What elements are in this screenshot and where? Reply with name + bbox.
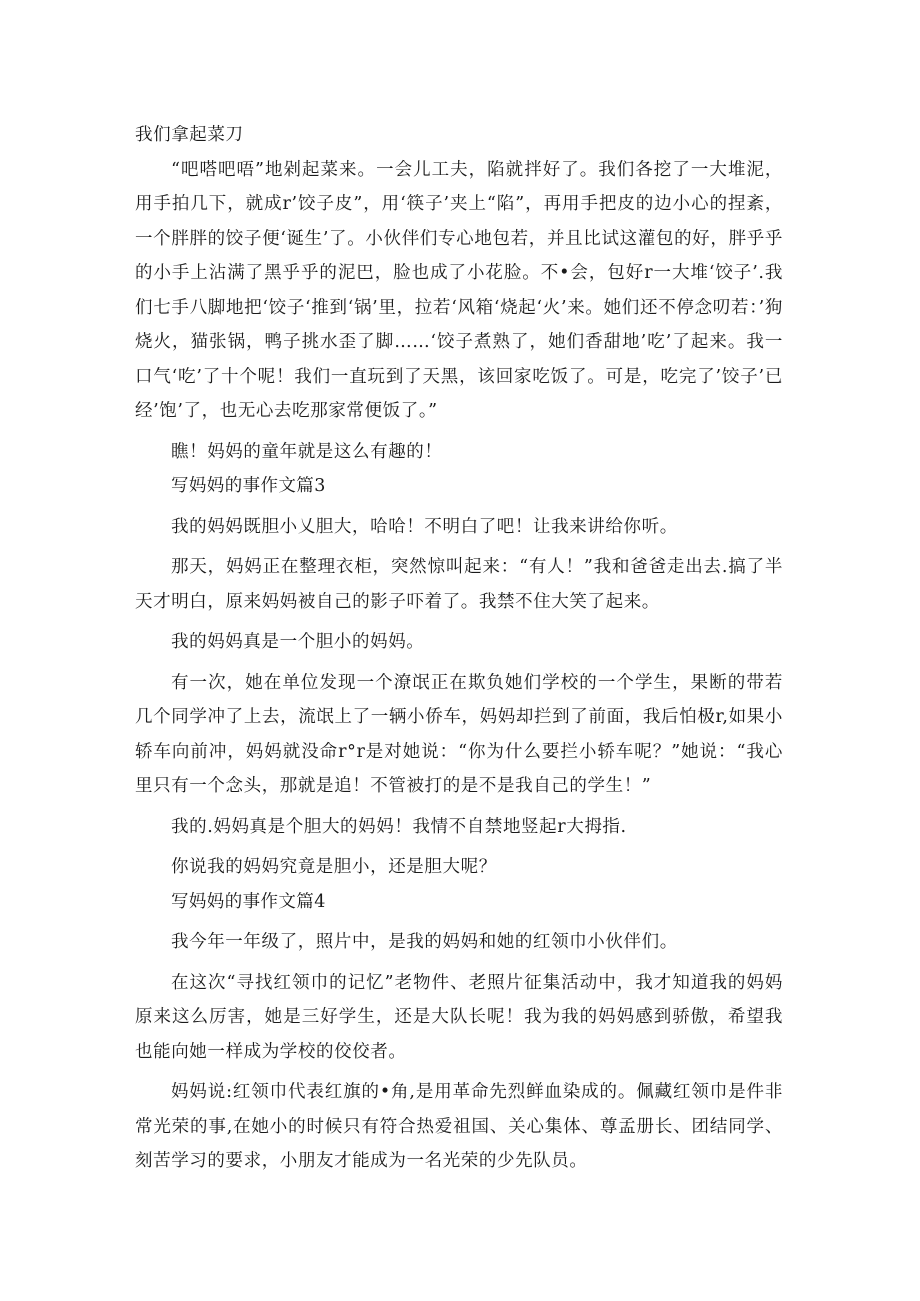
paragraph-timid-mom: 我的妈妈真是一个胆小的妈妈。 xyxy=(171,632,425,652)
paragraph-childhood-fun: 瞧！妈妈的童年就是这么有趣的！ xyxy=(171,441,443,462)
paragraph-timid-and-brave: 我的妈妈既胆小乂胆大，哈哈！不明白了吧！让我来讲给你听。 xyxy=(171,516,678,537)
paragraph-opening-line: 我们拿起菜刀 xyxy=(135,125,244,145)
paragraph-chase-story: 有一次，她在单位发现一个潦氓正在欺负她们学校的一个学生，果断的带若几个同学冲了上去，流氓上了一辆小侨车，妈妈却拦到了前面，我后怕极r,如果小轿车向前冲，妈妈就没命r°r是对她说：“你为什么要拦小轿车呢？”她说：“我心里只有一个念头，那就是追！不管被打的是不是我自己的学生！” xyxy=(135,672,783,796)
section-heading-4: 写妈妈的事作文篇4 xyxy=(171,891,326,912)
paragraph-wardrobe-story: 那天，妈妈正在整理衣柜，突然惊叫起来：“有人！”我和爸爸走出去.搞了半天才明白，原来妈妈被自己的影子吓着了。我禁不住大笑了起来。 xyxy=(135,557,783,612)
paragraph-red-scarf-activity: 在这次“寻找红领巾的记忆”老物件、老照片征集活动中，我才知道我的妈妈原来这么厉害，她是三好学生，还是大队长呢！我为我的妈妈感到骄傲，希望我也能向她一样成为学校的佼佼者。 xyxy=(135,972,783,1062)
paragraph-red-scarf-meaning: 妈妈说:红领巾代表红旗的•角,是用革命先烈鲜血染成的。佩藏红领巾是件非常光荣的事,在她小的时候只有符合热爱祖国、关心集体、尊孟册长、团结同学、刻苦学习的要求，小朋友才能成为一名光荣的少先队员。 xyxy=(135,1082,783,1171)
paragraph-question: 你说我的妈妈究竟是胆小，还是胆大呢？ xyxy=(171,857,497,877)
paragraph-photo-intro: 我今年一年级了，照片中，是我的妈妈和她的红领巾小伙伴们。 xyxy=(171,932,678,952)
paragraph-dumpling-story: “吧嗒吧唔”地剁起菜来。一会儿工夫，陷就拌好了。我们各挖了一大堆泥，用手拍几下，就成r’饺子皮”，用‘筷子’夹上“陷”，再用手把皮的边小心的捏紊，一个胖胖的饺子便‘诞生’了。小伙伴们专心地包若，并且比试这灌包的好，胖乎乎的小手上沾满了黑乎乎的泥巴，脸也成了小花脸。不•会，包好r一大堆‘饺子’.我们七手八脚地把‘饺子‘推到‘锅’里，拉若‘风箱‘烧起‘火’来。她们还不停念叨若：’狗烧火，猫张锅，鸭子挑水歪了脚……‘饺子煮熟了，她们香甜地’吃’了起来。我一口气‘吃’了十个呢！我们一直玩到了天黑，该回家吃饭了。可是，吃完了’饺子’已经’饱’了，也无心去吃那家常便饭了。” xyxy=(135,159,783,421)
section-heading-3: 写妈妈的事作文篇3 xyxy=(171,476,326,496)
paragraph-brave-mom: 我的.妈妈真是个胆大的妈妈！我情不自禁地竖起r大拇指. xyxy=(171,816,627,837)
document-body xyxy=(135,118,783,1179)
